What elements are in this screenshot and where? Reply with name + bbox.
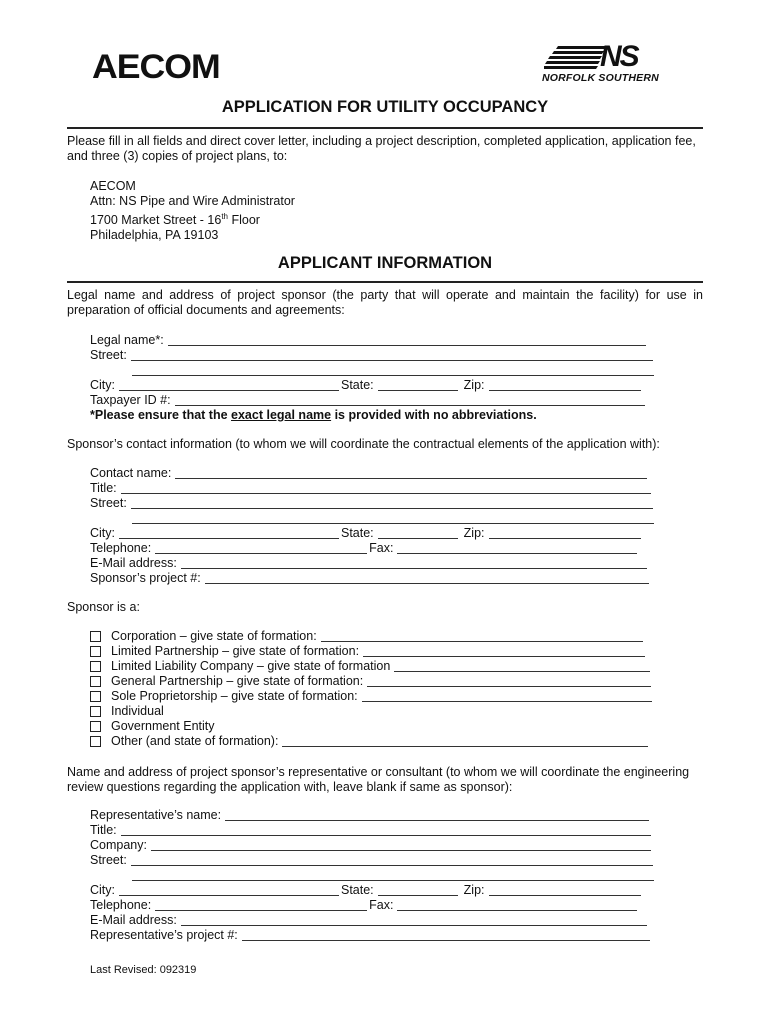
contact-name-field[interactable]	[175, 467, 647, 479]
contact-email-label: E-Mail address:	[90, 556, 177, 570]
legal-name-label: Legal name*:	[90, 333, 164, 347]
government-entity-checkbox[interactable]	[90, 721, 101, 732]
contact-intro-text: Sponsor’s contact information (to whom we will coordinate the contractual elements of the application with):	[67, 437, 660, 451]
rep-project-row	[90, 928, 652, 943]
sponsor-type-label: Individual	[111, 704, 164, 718]
rep-city-row	[90, 883, 643, 898]
legal-city-field[interactable]	[119, 379, 339, 391]
sponsor-type-label: Limited Partnership – give state of formation:	[111, 644, 360, 658]
title-divider	[67, 127, 703, 129]
contact-telephone-label: Telephone:	[90, 541, 152, 555]
rep-street2-row	[132, 868, 656, 883]
address-line: AECOM	[90, 179, 136, 193]
legal-street2-row	[132, 363, 656, 378]
limited-partnership-state-field[interactable]	[363, 645, 645, 657]
aecom-logo: AECOM	[92, 48, 220, 86]
legal-city-row	[90, 378, 643, 393]
legal-city-label: City:	[90, 378, 115, 392]
rep-zip-label: Zip:	[463, 883, 485, 897]
contact-city-row	[90, 526, 643, 541]
speed-lines-icon	[544, 46, 606, 70]
rep-company-row	[90, 838, 653, 853]
rep-city-label: City:	[90, 883, 115, 897]
sponsor-type-row	[90, 689, 654, 704]
sponsor-type-row	[90, 734, 650, 749]
contact-zip-field[interactable]	[489, 527, 641, 539]
legal-name-row	[90, 333, 648, 348]
contact-state-label: State:	[341, 526, 374, 540]
rep-title-label: Title:	[90, 823, 117, 837]
contact-phone-row	[90, 541, 639, 556]
taxpayer-id-field[interactable]	[175, 394, 645, 406]
sponsor-type-label: Corporation – give state of formation:	[111, 629, 317, 643]
legal-name-field[interactable]	[168, 334, 646, 346]
rep-telephone-field[interactable]	[155, 899, 367, 911]
contact-telephone-field[interactable]	[155, 542, 367, 554]
norfolk-southern-logo	[540, 40, 680, 86]
rep-project-field[interactable]	[242, 929, 650, 941]
rep-email-label: E-Mail address:	[90, 913, 177, 927]
legal-zip-field[interactable]	[489, 379, 641, 391]
intro-text: Please fill in all fields and direct cover letter, including a project description, completed application, application fee, and three (3) copies of project plans, to:	[67, 134, 696, 163]
mailing-address	[90, 179, 295, 243]
contact-zip-label: Zip:	[463, 526, 485, 540]
address-line: Attn: NS Pipe and Wire Administrator	[90, 194, 295, 208]
sponsor-type-row	[90, 719, 215, 734]
contact-city-field[interactable]	[119, 527, 339, 539]
individual-checkbox[interactable]	[90, 706, 101, 717]
contact-street2-row	[132, 511, 656, 526]
legal-state-label: State:	[341, 378, 374, 392]
section-divider	[67, 281, 703, 283]
rep-state-field[interactable]	[378, 884, 458, 896]
corporation-state-field[interactable]	[321, 630, 643, 642]
sponsor-type-label: Other (and state of formation):	[111, 734, 279, 748]
sole-proprietorship-state-field[interactable]	[362, 690, 652, 702]
sponsor-type-row	[90, 629, 645, 644]
contact-fax-label: Fax:	[369, 541, 394, 555]
rep-street-field[interactable]	[131, 854, 653, 866]
contact-street-row	[90, 496, 655, 511]
contact-fax-field[interactable]	[397, 542, 637, 554]
sponsor-type-row	[90, 659, 652, 674]
page-title: APPLICATION FOR UTILITY OCCUPANCY	[221, 98, 549, 116]
contact-email-field[interactable]	[181, 557, 647, 569]
legal-street-line2-field[interactable]	[132, 364, 654, 376]
rep-name-row	[90, 808, 651, 823]
rep-telephone-label: Telephone:	[90, 898, 152, 912]
legal-zip-label: Zip:	[463, 378, 485, 392]
rep-title-field[interactable]	[121, 824, 651, 836]
ns-company-name: NORFOLK SOUTHERN	[542, 72, 659, 84]
rep-email-field[interactable]	[181, 914, 647, 926]
rep-fax-field[interactable]	[397, 899, 637, 911]
taxpayer-row	[90, 393, 647, 408]
contact-street-label: Street:	[90, 496, 127, 510]
legal-state-field[interactable]	[378, 379, 458, 391]
other-state-field[interactable]	[282, 735, 648, 747]
rep-email-row	[90, 913, 649, 928]
sponsor-type-label: Government Entity	[111, 719, 215, 733]
contact-street-field[interactable]	[131, 497, 653, 509]
general-partnership-state-field[interactable]	[367, 675, 651, 687]
sponsor-type-row	[90, 704, 164, 719]
sponsor-type-label: General Partnership – give state of formation:	[111, 674, 364, 688]
address-line: Philadelphia, PA 19103	[90, 228, 219, 243]
rep-project-label: Representative’s project #:	[90, 928, 238, 942]
last-revised: Last Revised: 092319	[90, 964, 197, 976]
contact-project-row	[90, 571, 651, 586]
contact-title-label: Title:	[90, 481, 117, 495]
taxpayer-label: Taxpayer ID #:	[90, 393, 171, 407]
legal-street-row	[90, 348, 655, 363]
sponsor-is-label: Sponsor is a:	[67, 600, 140, 614]
contact-state-field[interactable]	[378, 527, 458, 539]
contact-name-row	[90, 466, 649, 481]
rep-name-label: Representative’s name:	[90, 808, 222, 822]
contact-city-label: City:	[90, 526, 115, 540]
sponsor-type-label: Sole Proprietorship – give state of formation:	[111, 689, 358, 703]
rep-street-row	[90, 853, 655, 868]
sponsor-type-row	[90, 644, 647, 659]
rep-phone-row	[90, 898, 639, 913]
legal-street-label: Street:	[90, 348, 127, 362]
contact-email-row	[90, 556, 649, 571]
contact-project-label: Sponsor’s project #:	[90, 571, 201, 585]
section-title: APPLICANT INFORMATION	[277, 254, 493, 272]
rep-intro-text: Name and address of project sponsor’s representative or consultant (to whom we will coordinate the engineering review questions regarding the application with, leave blank if same as sponsor):	[67, 765, 690, 794]
rep-state-label: State:	[341, 883, 374, 897]
legal-street-field[interactable]	[131, 349, 653, 361]
rep-street-line2-field[interactable]	[132, 869, 654, 881]
address-line: 1700 Market Street - 16th Floor	[90, 212, 260, 228]
contact-title-field[interactable]	[121, 482, 651, 494]
contact-project-field[interactable]	[205, 572, 649, 584]
rep-city-field[interactable]	[119, 884, 339, 896]
rep-company-label: Company:	[90, 838, 147, 852]
llc-checkbox[interactable]	[90, 661, 101, 672]
sponsor-type-label: Limited Liability Company – give state of formation	[111, 659, 391, 673]
sole-proprietorship-checkbox[interactable]	[90, 691, 101, 702]
ns-mark: NS	[600, 40, 638, 73]
rep-company-field[interactable]	[151, 839, 651, 851]
corporation-checkbox[interactable]	[90, 631, 101, 642]
rep-title-row	[90, 823, 653, 838]
rep-zip-field[interactable]	[489, 884, 641, 896]
limited-partnership-checkbox[interactable]	[90, 646, 101, 657]
rep-name-field[interactable]	[225, 809, 649, 821]
llc-state-field[interactable]	[394, 660, 650, 672]
rep-fax-label: Fax:	[369, 898, 394, 912]
rep-street-label: Street:	[90, 853, 127, 867]
general-partnership-checkbox[interactable]	[90, 676, 101, 687]
sponsor-type-row	[90, 674, 653, 689]
other-checkbox[interactable]	[90, 736, 101, 747]
legal-intro-text: Legal name and address of project sponsor (the party that will operate and maintain the facility) for use in preparation of official documents and agreements:	[67, 288, 703, 317]
contact-title-row	[90, 481, 653, 496]
contact-street-line2-field[interactable]	[132, 512, 654, 524]
contact-name-label: Contact name:	[90, 466, 172, 480]
legal-name-note: *Please ensure that the exact legal name is provided with no abbreviations.	[90, 408, 537, 422]
